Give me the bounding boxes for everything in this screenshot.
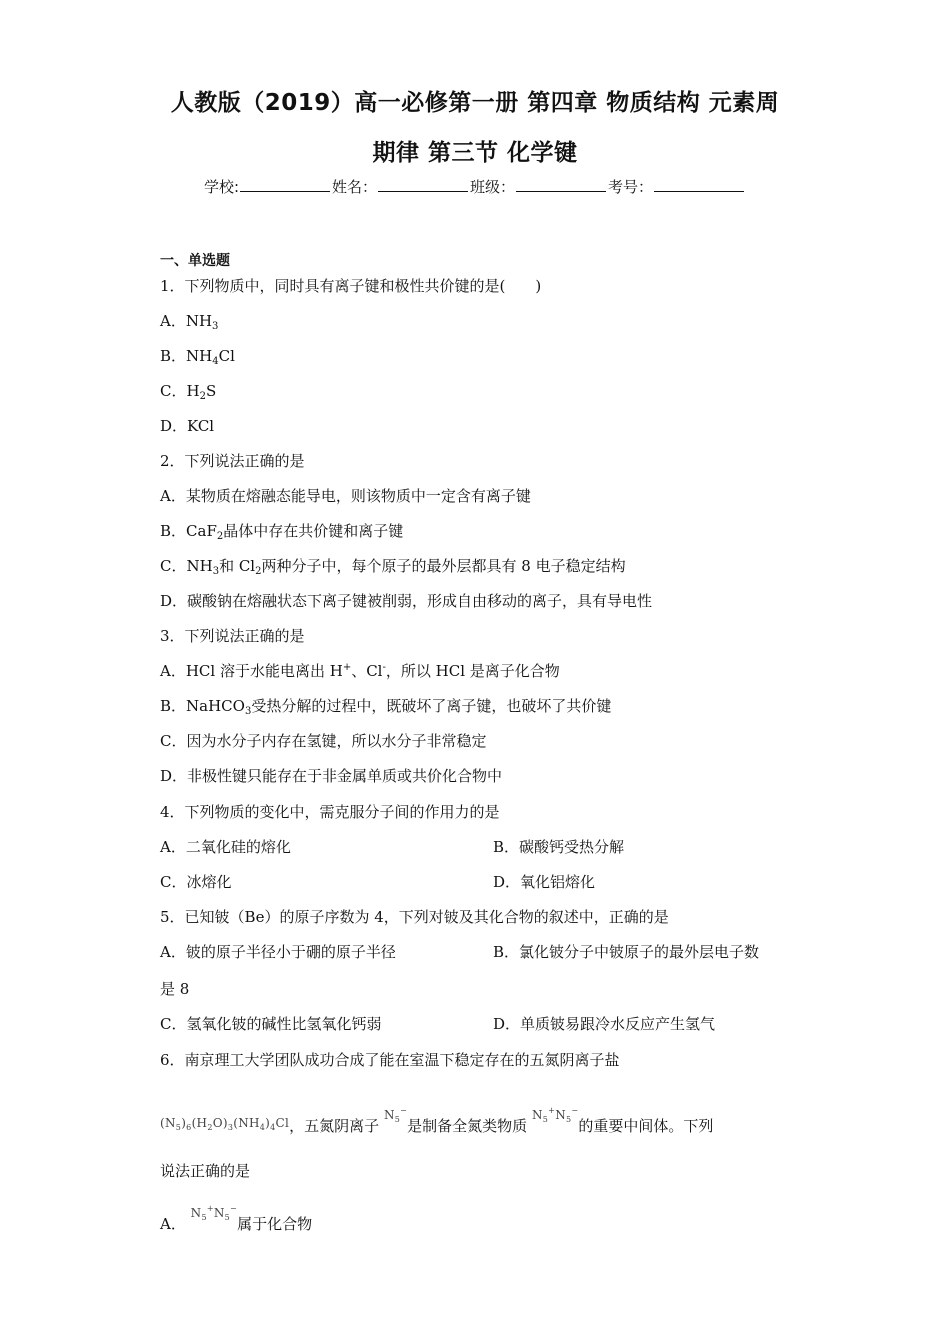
q1-option-d: D．KCl	[160, 417, 215, 435]
q2-option-a: A．某物质在熔融态能导电，则该物质中一定含有离子键	[160, 487, 531, 505]
q3-option-a: A．HCl 溶于水能电离出 H+、Cl-，所以 HCl 是离子化合物	[160, 662, 560, 680]
q5-stem: 5．已知铍（Be）的原子序数为 4，下列对铍及其化合物的叙述中，正确的是	[160, 908, 669, 926]
q4-option-c: C．冰熔化	[160, 873, 232, 891]
q2-option-b: B．CaF$_2$晶体中存在共价键和离子键	[160, 522, 404, 542]
page-title-line2: 期律 第三节 化学键	[372, 140, 578, 166]
q4-option-a: A．二氧化硅的熔化	[160, 838, 291, 856]
student-info-row	[60, 176, 890, 197]
q6-option-a-formula: $N_5^+N_5^-$	[190, 1204, 238, 1222]
name-blank[interactable]	[378, 177, 468, 192]
q5-option-d: D．单质铍易跟冷水反应产生氢气	[493, 1015, 716, 1033]
q4-stem: 4．下列物质的变化中，需克服分子间的作用力的是	[160, 803, 500, 821]
q1-stem: 1．下列物质中，同时具有离子键和极性共价键的是( )	[160, 277, 542, 295]
class-label: 班级：	[470, 178, 516, 196]
q1-option-b: B．$NH_4Cl$	[160, 347, 235, 367]
q6-n5n5-formula: $N_5^+N_5^-$	[531, 1106, 579, 1124]
q6-pentazolate-formula: $N_5^-$	[383, 1106, 408, 1124]
school-blank[interactable]	[240, 177, 330, 192]
q1-option-c: C．$H_2S$	[160, 382, 217, 402]
q6-salt-formula: $(N_5)_6(H_2O)_3(NH_4)_4Cl$	[160, 1116, 290, 1132]
exam-number-label: 考号：	[608, 178, 654, 196]
q1-option-a: A．$NH_3$	[160, 312, 219, 332]
q6-stem-line2: $(N_5)_6(H_2O)_3(NH_4)_4Cl$，五氮阴离子 $N_5^-$是制备全氮类物质 $N_5^+N_5^-$的重要中间体。下列	[160, 1106, 714, 1135]
q3-stem: 3．下列说法正确的是	[160, 627, 305, 645]
q5-option-a: A．铍的原子半径小于硼的原子半径	[160, 943, 396, 961]
q4-option-d: D．氧化铝熔化	[493, 873, 596, 891]
exam-number-blank[interactable]	[654, 177, 744, 192]
q5-option-b-continued: 是 8	[160, 980, 190, 998]
name-label: 姓名：	[332, 178, 378, 196]
q2-option-d: D．碳酸钠在熔融状态下离子键被削弱，形成自由移动的离子，具有导电性	[160, 592, 653, 610]
q5-option-b: B．氯化铍分子中铍原子的最外层电子数	[493, 943, 760, 961]
page-title-line1: 人教版（2019）高一必修第一册 第四章 物质结构 元素周	[170, 90, 780, 116]
class-blank[interactable]	[516, 177, 606, 192]
q2-stem: 2．下列说法正确的是	[160, 452, 305, 470]
school-label: 学校:	[203, 178, 239, 196]
q6-stem: 6．南京理工大学团队成功合成了能在室温下稳定存在的五氮阴离子盐	[160, 1051, 620, 1069]
q3-option-b: B．NaHCO$_3$受热分解的过程中，既破坏了离子键，也破坏了共价键	[160, 697, 612, 717]
q4-option-b: B．碳酸钙受热分解	[493, 838, 625, 856]
q5-option-c: C．氢氧化铍的碱性比氢氧化钙弱	[160, 1015, 382, 1033]
q2-option-c: C．$NH_3$和 $Cl_2$两种分子中，每个原子的最外层都具有 8 电子稳定结构	[160, 557, 626, 577]
q6-option-a: A． $N_5^+N_5^-$属于化合物	[160, 1204, 313, 1233]
q6-stem-line3: 说法正确的是	[160, 1162, 251, 1180]
q3-option-c: C．因为水分子内存在氢键，所以水分子非常稳定	[160, 732, 487, 750]
q3-option-d: D．非极性键只能存在于非金属单质或共价化合物中	[160, 767, 503, 785]
section-title: 一、单选题	[160, 253, 230, 269]
